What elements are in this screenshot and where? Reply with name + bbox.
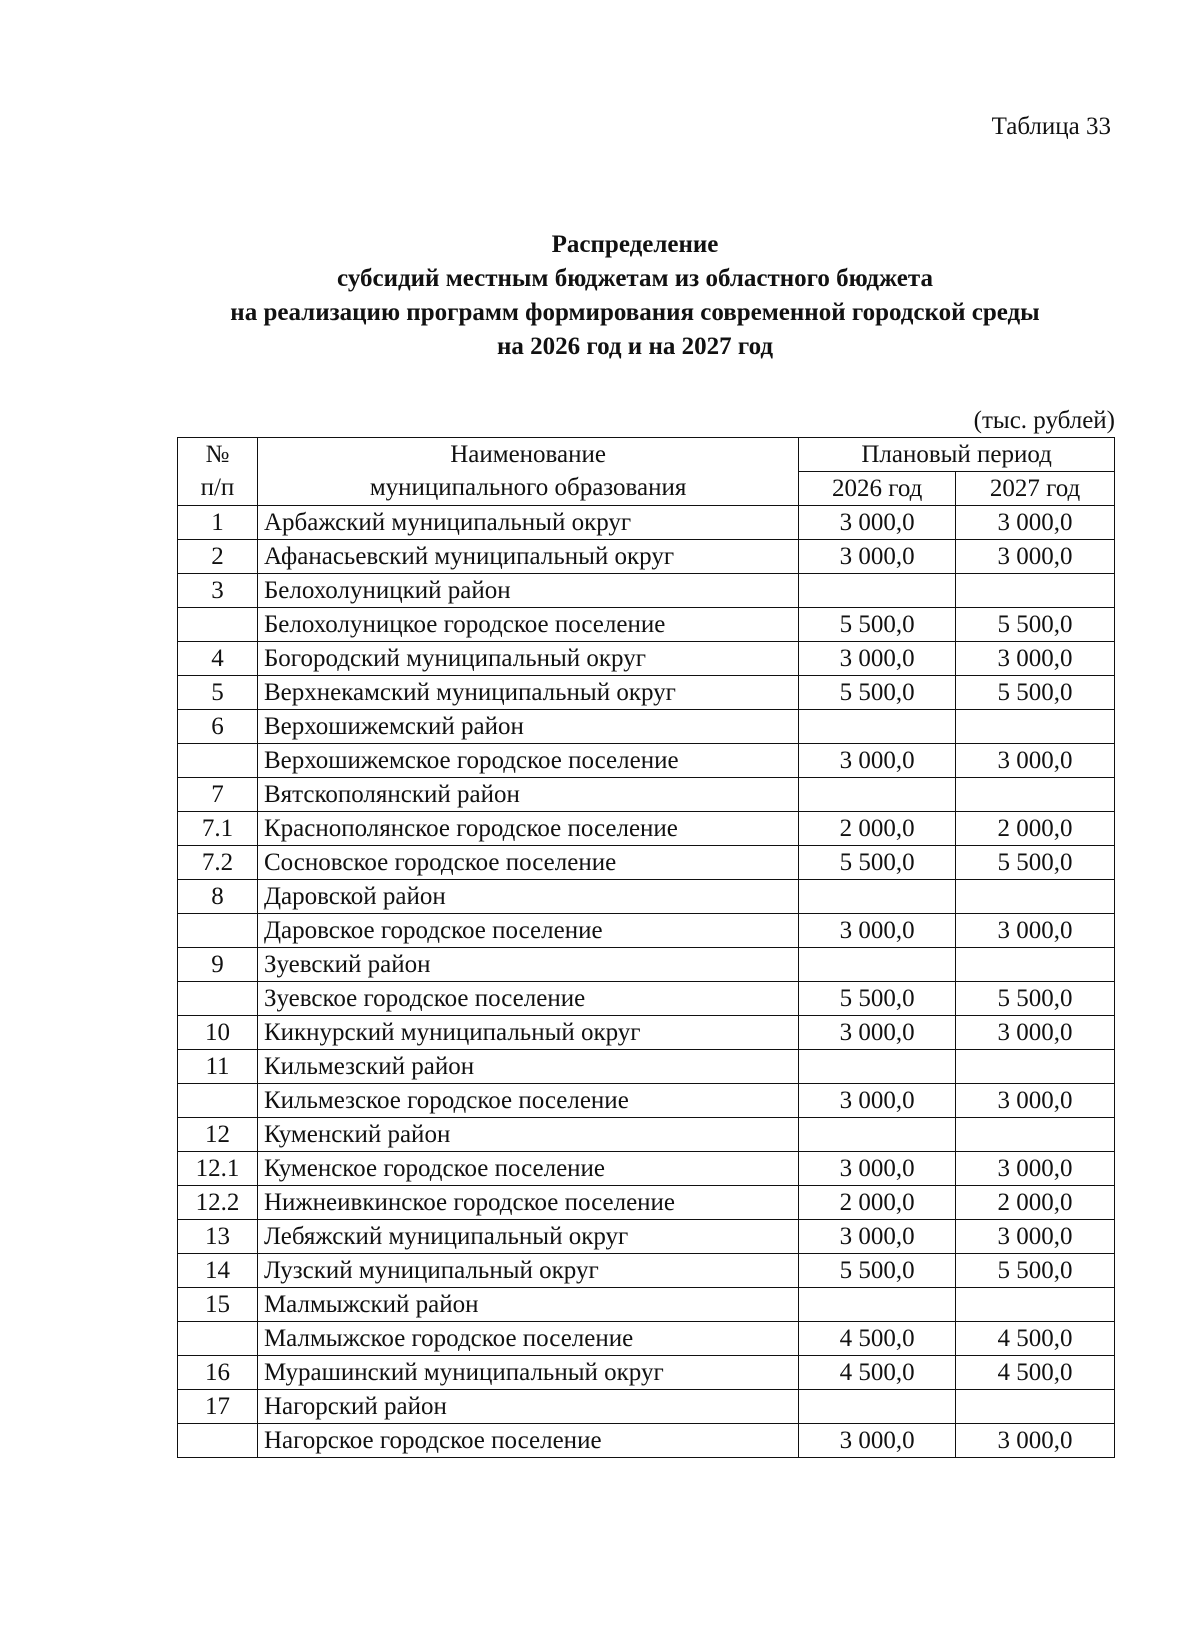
row-value-2027: 5 500,0 [956,982,1115,1016]
row-value-2026: 3 000,0 [799,1424,956,1458]
header-year-2027: 2027 год [956,472,1115,506]
row-municipality-name: Верхошижемское городское поселение [257,744,798,778]
table-row [178,778,1115,812]
row-value-2026 [799,1118,956,1152]
row-municipality-name: Нижнеивкинское городское поселение [257,1186,798,1220]
row-number: 8 [178,880,258,914]
table-row [178,1220,1115,1254]
row-value-2026: 5 500,0 [799,608,956,642]
table-row [178,1356,1115,1390]
row-value-2026 [799,1050,956,1084]
table-row [178,1118,1115,1152]
header-row-1 [178,438,1115,472]
title-line-3: на реализацию программ формирования современной городской среды [230,299,1040,326]
table-row [178,880,1115,914]
table-row [178,574,1115,608]
row-municipality-name: Верхнекамский муниципальный округ [257,676,798,710]
row-value-2027: 5 500,0 [956,608,1115,642]
row-value-2026: 3 000,0 [799,1084,956,1118]
row-value-2027: 4 500,0 [956,1322,1115,1356]
row-municipality-name: Богородский муниципальный округ [257,642,798,676]
row-number: 9 [178,948,258,982]
header-num-1: № [178,438,258,472]
row-value-2026 [799,948,956,982]
header-num-2: п/п [178,472,258,506]
row-value-2026: 5 500,0 [799,982,956,1016]
row-municipality-name: Мурашинский муниципальный округ [257,1356,798,1390]
row-value-2026: 5 500,0 [799,846,956,880]
row-municipality-name: Краснополянское городское поселение [257,812,798,846]
table-row [178,1084,1115,1118]
row-number: 1 [178,506,258,540]
row-value-2027: 5 500,0 [956,676,1115,710]
row-value-2027 [956,710,1115,744]
row-value-2026: 3 000,0 [799,506,956,540]
header-name-2: муниципального образования [257,472,798,506]
row-value-2026: 4 500,0 [799,1322,956,1356]
table-row [178,1186,1115,1220]
row-value-2027 [956,1390,1115,1424]
header-row-2 [178,472,1115,506]
row-number: 15 [178,1288,258,1322]
table-row [178,812,1115,846]
row-value-2026: 3 000,0 [799,1016,956,1050]
row-municipality-name: Кильмезский район [257,1050,798,1084]
row-value-2027: 3 000,0 [956,914,1115,948]
title-line-4: на 2026 год и на 2027 год [496,333,774,360]
row-number: 7.1 [178,812,258,846]
row-value-2026: 3 000,0 [799,914,956,948]
title-line-2: субсидий местным бюджетам из областного бюджета [337,265,933,292]
row-value-2026: 4 500,0 [799,1356,956,1390]
row-municipality-name: Даровское городское поселение [257,914,798,948]
title-line-1: Распределение [551,231,719,258]
table-row [178,744,1115,778]
table-row [178,1322,1115,1356]
row-municipality-name: Зуевский район [257,948,798,982]
row-value-2027: 2 000,0 [956,812,1115,846]
table-row [178,1152,1115,1186]
row-value-2027 [956,1118,1115,1152]
table-row [178,506,1115,540]
row-value-2026 [799,710,956,744]
row-value-2026 [799,574,956,608]
table-row [178,1254,1115,1288]
row-value-2027: 5 500,0 [956,846,1115,880]
row-number [178,914,258,948]
units-label: (тыс. рублей) [973,407,1115,434]
row-number: 11 [178,1050,258,1084]
row-number: 7.2 [178,846,258,880]
table-row [178,1390,1115,1424]
header-name-1: Наименование [257,438,798,472]
row-value-2027: 3 000,0 [956,540,1115,574]
row-municipality-name: Арбажский муниципальный округ [257,506,798,540]
row-number: 10 [178,1016,258,1050]
row-number: 12 [178,1118,258,1152]
row-municipality-name: Верхошижемский район [257,710,798,744]
row-value-2027: 3 000,0 [956,1016,1115,1050]
table-row [178,642,1115,676]
row-value-2026: 2 000,0 [799,1186,956,1220]
row-number: 12.1 [178,1152,258,1186]
row-municipality-name: Вятскополянский район [257,778,798,812]
row-value-2027 [956,778,1115,812]
table-number: Таблица 33 [991,113,1111,140]
row-municipality-name: Зуевское городское поселение [257,982,798,1016]
row-number [178,1084,258,1118]
row-municipality-name: Лебяжский муниципальный округ [257,1220,798,1254]
table-row [178,982,1115,1016]
row-number: 7 [178,778,258,812]
row-number [178,608,258,642]
table-row [178,608,1115,642]
subsidy-table [177,437,1115,1458]
row-municipality-name: Афанасьевский муниципальный округ [257,540,798,574]
row-value-2027: 3 000,0 [956,1220,1115,1254]
row-number: 12.2 [178,1186,258,1220]
row-number: 5 [178,676,258,710]
row-number: 4 [178,642,258,676]
row-value-2026 [799,1390,956,1424]
row-value-2026: 5 500,0 [799,676,956,710]
row-value-2026 [799,880,956,914]
row-value-2027: 4 500,0 [956,1356,1115,1390]
row-municipality-name: Кильмезское городское поселение [257,1084,798,1118]
row-value-2027: 5 500,0 [956,1254,1115,1288]
row-number [178,982,258,1016]
row-value-2027 [956,880,1115,914]
row-municipality-name: Кикнурский муниципальный округ [257,1016,798,1050]
row-value-2026 [799,778,956,812]
row-value-2027 [956,1050,1115,1084]
row-number: 2 [178,540,258,574]
row-number: 16 [178,1356,258,1390]
row-municipality-name: Сосновское городское поселение [257,846,798,880]
row-municipality-name: Куменское городское поселение [257,1152,798,1186]
row-value-2027 [956,1288,1115,1322]
row-number: 17 [178,1390,258,1424]
row-value-2027 [956,574,1115,608]
row-municipality-name: Куменский район [257,1118,798,1152]
row-municipality-name: Малмыжское городское поселение [257,1322,798,1356]
row-value-2026 [799,1288,956,1322]
header-year-2026: 2026 год [799,472,956,506]
row-municipality-name: Белохолуницкий район [257,574,798,608]
row-value-2026: 2 000,0 [799,812,956,846]
row-number: 14 [178,1254,258,1288]
row-municipality-name: Нагорский район [257,1390,798,1424]
table-row [178,1016,1115,1050]
row-value-2026: 3 000,0 [799,744,956,778]
row-municipality-name: Лузский муниципальный округ [257,1254,798,1288]
row-value-2026: 3 000,0 [799,1152,956,1186]
row-value-2026: 3 000,0 [799,1220,956,1254]
row-value-2027: 3 000,0 [956,744,1115,778]
row-number: 13 [178,1220,258,1254]
row-number: 6 [178,710,258,744]
table-row [178,710,1115,744]
row-number [178,1424,258,1458]
row-value-2027: 3 000,0 [956,1084,1115,1118]
row-value-2026: 5 500,0 [799,1254,956,1288]
table-body [178,438,1115,1458]
row-value-2027: 3 000,0 [956,506,1115,540]
header-period: Плановый период [799,438,1115,472]
table-row [178,1424,1115,1458]
row-municipality-name: Белохолуницкое городское поселение [257,608,798,642]
row-value-2027: 2 000,0 [956,1186,1115,1220]
row-number [178,744,258,778]
row-municipality-name: Даровской район [257,880,798,914]
row-number [178,1322,258,1356]
row-value-2027 [956,948,1115,982]
table-row [178,676,1115,710]
row-value-2026: 3 000,0 [799,642,956,676]
row-municipality-name: Малмыжский район [257,1288,798,1322]
row-value-2027: 3 000,0 [956,1424,1115,1458]
document-title [170,228,1100,364]
table-row [178,948,1115,982]
row-value-2027: 3 000,0 [956,642,1115,676]
table-row [178,914,1115,948]
row-value-2026: 3 000,0 [799,540,956,574]
table-row [178,540,1115,574]
table-row [178,1050,1115,1084]
table-row [178,846,1115,880]
table-row [178,1288,1115,1322]
row-number: 3 [178,574,258,608]
row-value-2027: 3 000,0 [956,1152,1115,1186]
row-municipality-name: Нагорское городское поселение [257,1424,798,1458]
